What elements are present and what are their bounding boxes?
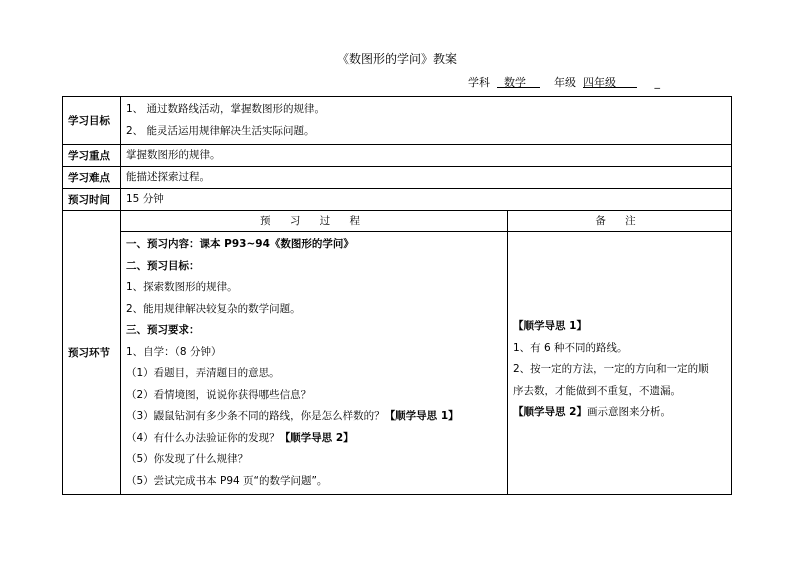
process-cell: [121, 232, 508, 495]
preview-goal-heading: 二、预习目标：: [126, 259, 200, 272]
difficulty-cell: 能描述探索过程。: [121, 167, 732, 189]
subject-grade-line: [468, 74, 660, 90]
question-3: （3）鼹鼠钻洞有多少条不同的路线，你是怎么样数的？【顺学导思 1】: [126, 410, 459, 422]
preview-label: 预习环节: [63, 211, 121, 495]
trailing-mark: _: [654, 76, 660, 89]
process-header: 预 习 过 程: [121, 211, 508, 232]
goals-label: 学习目标: [63, 97, 121, 145]
question-4-tag: 【顺学导思 2】: [279, 431, 354, 444]
notes-cell: [508, 232, 732, 495]
subject-value: 数学: [504, 76, 526, 89]
goals-cell: [121, 97, 732, 145]
difficulty-row: [63, 167, 732, 189]
time-row: [63, 189, 732, 211]
grade-label: 年级: [554, 76, 576, 89]
lesson-plan-table: [62, 96, 732, 495]
content-row: [63, 232, 732, 495]
note-1: 1、有 6 种不同的路线。: [513, 341, 628, 354]
focus-label: 学习重点: [63, 145, 121, 167]
grade-value: 四年级: [583, 76, 616, 89]
note-2b: 序去数，才能做到不重复，不遗漏。: [513, 384, 681, 397]
notes-header: 备 注: [508, 211, 732, 232]
note-2a: 2、按一定的方法，一定的方向和一定的顺: [513, 363, 709, 375]
preview-goal-1: 1、探索数图形的规律。: [126, 281, 238, 293]
focus-cell: 掌握数图形的规律。: [121, 145, 732, 167]
header-row: [63, 211, 732, 232]
time-label: 预习时间: [63, 189, 121, 211]
preview-requirement-heading: 三、预习要求：: [126, 324, 200, 336]
subject-label: 学科: [468, 76, 490, 89]
difficulty-label: 学习难点: [63, 167, 121, 189]
goal-2: 2、 能灵活运用规律解决生活实际问题。: [126, 124, 315, 137]
notes-tag-2: 【顺学导思 2】: [513, 406, 587, 418]
question-5: （5）你发现了什么规律？: [126, 453, 249, 465]
self-study: 1、自学：（8 分钟）: [126, 345, 222, 358]
note-3: 【顺学导思 2】画示意图来分析。: [513, 406, 671, 418]
question-3-tag: 【顺学导思 1】: [384, 410, 459, 422]
document-title: 《数图形的学问》教案: [336, 52, 457, 66]
notes-tag-1: 【顺学导思 1】: [513, 320, 587, 332]
question-6: （5）尝试完成书本 P94 页“的数学问题”。: [126, 474, 328, 487]
notes-spacer: [513, 234, 726, 316]
focus-row: [63, 145, 732, 167]
goal-1: 1、 通过数路线活动，掌握数图形的规律。: [126, 103, 326, 115]
goals-row: [63, 97, 732, 145]
question-2: （2）看情境图，说说你获得哪些信息？: [126, 388, 312, 401]
preview-content: 一、预习内容：课本 P93~94《数图形的学问》: [126, 238, 354, 250]
time-cell: 15 分钟: [121, 189, 732, 211]
question-1: （1）看题目，弄清题目的意思。: [126, 367, 280, 379]
preview-goal-2: 2、能用规律解决较复杂的数学问题。: [126, 302, 301, 315]
question-4: （4）有什么办法验证你的发现？【顺学导思 2】: [126, 431, 354, 444]
